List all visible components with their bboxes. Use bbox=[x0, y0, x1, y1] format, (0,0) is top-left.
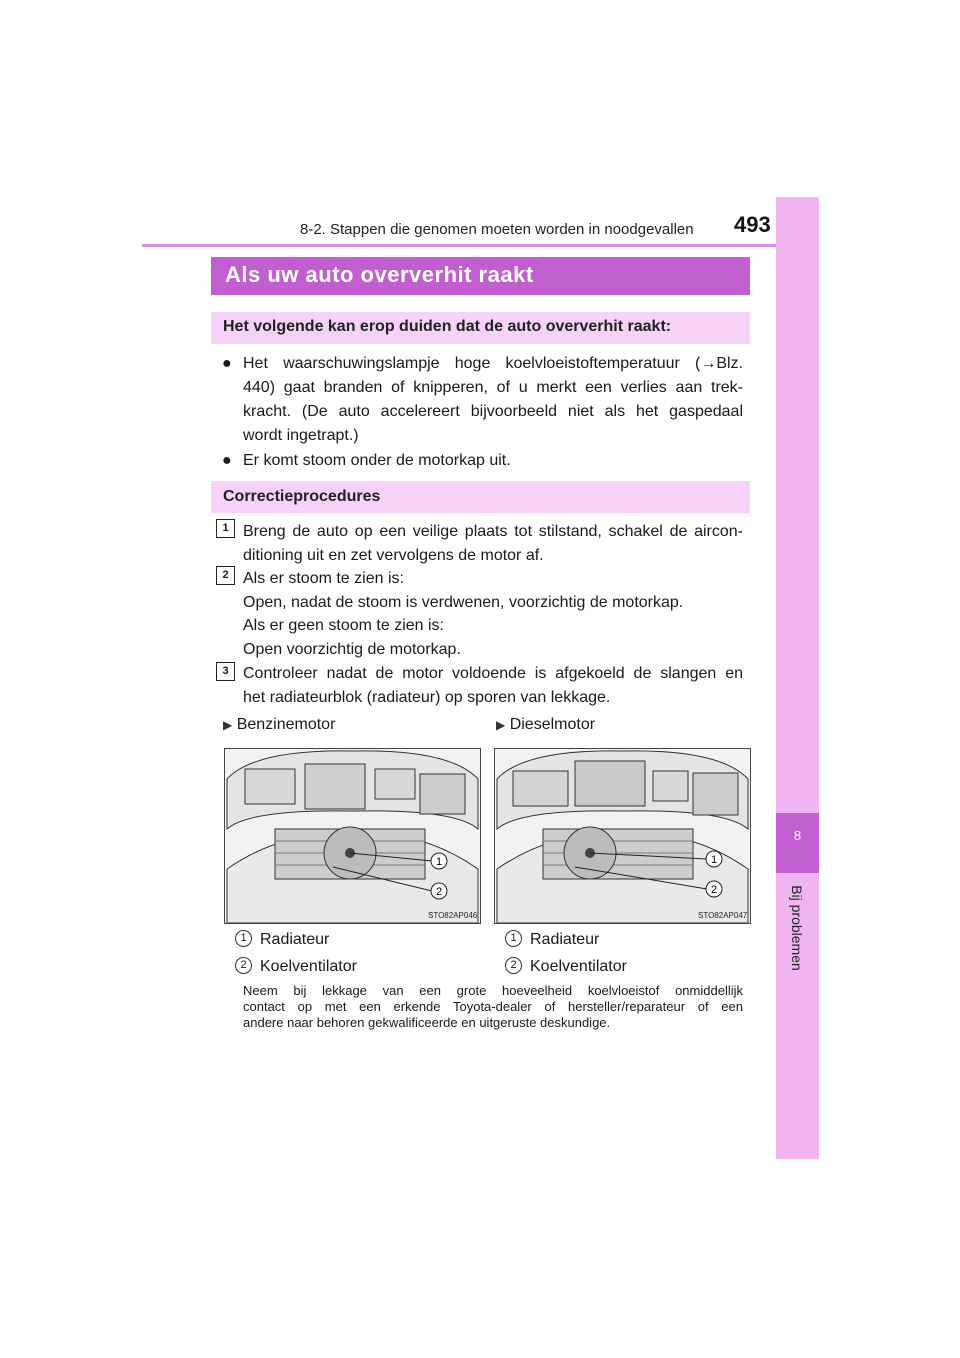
chapter-number-block bbox=[776, 813, 819, 873]
figure-label bbox=[496, 716, 595, 734]
step-number: 3 bbox=[216, 662, 235, 681]
step-line: het radiateurblok (radiateur) op sporen van lekkage. bbox=[243, 689, 611, 706]
section-header: 8-2. Stappen die genomen moeten worden in noodgevallen bbox=[300, 221, 694, 238]
note-line: andere naar behoren gekwalificeerde en uitgeruste deskundige. bbox=[243, 1015, 611, 1030]
chapter-side-tab bbox=[776, 197, 819, 1159]
svg-text:2: 2 bbox=[435, 886, 443, 898]
legend-text: Radiateur bbox=[530, 931, 600, 948]
chapter-title: Bij problemen bbox=[789, 885, 805, 971]
engine-bay-illustration bbox=[225, 749, 480, 923]
bullet-item bbox=[243, 449, 743, 473]
engine-illustration-diesel bbox=[494, 748, 751, 924]
legend-number: 2 bbox=[235, 957, 252, 974]
note-line: Neem bij lekkage van een grote hoeveelheid koelvloeistof onmiddellijk bbox=[243, 983, 743, 998]
figure-code: STO82AP046 bbox=[428, 911, 478, 920]
svg-text:1: 1 bbox=[435, 856, 443, 868]
procedures-heading: Correctieprocedures bbox=[223, 488, 381, 505]
bullet-line: kracht. (De auto accelereert bijvoorbeeld niet als het gaspedaal bbox=[243, 403, 743, 420]
step-line: ditioning uit en zet vervolgens de motor af. bbox=[243, 547, 544, 564]
step-number: 1 bbox=[216, 519, 235, 538]
step-line: Open, nadat de stoom is verdwenen, voorzichtig de motorkap. bbox=[243, 594, 684, 611]
figure-code: STO82AP047 bbox=[698, 911, 748, 920]
bullet-line: Er komt stoom onder de motorkap uit. bbox=[243, 452, 511, 469]
step-line: Controleer nadat de motor voldoende is afgekoeld de slangen en bbox=[243, 665, 743, 682]
step-text bbox=[243, 567, 743, 615]
step-text bbox=[243, 662, 743, 710]
page-title: Als uw auto oververhit raakt bbox=[225, 262, 534, 287]
figure-label-text: Dieselmotor bbox=[509, 716, 596, 733]
legend-text: Radiateur bbox=[260, 931, 330, 948]
engine-illustration-petrol bbox=[224, 748, 481, 924]
figure-label-text: Benzinemotor bbox=[236, 716, 336, 733]
bullet-dot: ● bbox=[222, 452, 232, 469]
step-line: Breng de auto op een veilige plaats tot stilstand, schakel de aircon- bbox=[243, 523, 743, 540]
svg-text:2: 2 bbox=[710, 884, 718, 896]
legend-number: 1 bbox=[505, 930, 522, 947]
legend-text: Koelventilator bbox=[260, 958, 357, 975]
bullet-line: Het waarschuwingslampje hoge koelvloeistoftemperatuur (→Blz. bbox=[243, 355, 743, 372]
legend-number: 2 bbox=[505, 957, 522, 974]
figure-label bbox=[223, 716, 335, 734]
triangle-right-icon: ▶ bbox=[223, 718, 233, 732]
step-line: Als er geen stoom te zien is: bbox=[243, 617, 444, 634]
note-text bbox=[243, 983, 743, 1031]
step-number: 2 bbox=[216, 566, 235, 585]
step-line: Als er stoom te zien is: bbox=[243, 570, 404, 587]
bullet-dot: ● bbox=[222, 355, 232, 372]
header-divider bbox=[142, 244, 819, 247]
legend-text: Koelventilator bbox=[530, 958, 627, 975]
step-line: Open voorzichtig de motorkap. bbox=[243, 641, 461, 658]
step-text bbox=[243, 520, 743, 568]
page-number: 493 bbox=[734, 212, 771, 237]
triangle-right-icon: ▶ bbox=[496, 718, 506, 732]
bullet-line: 440) gaat branden of knipperen, of u merkt een verlies aan trek- bbox=[243, 379, 743, 396]
bullet-line: wordt ingetrapt.) bbox=[243, 427, 359, 444]
legend-number: 1 bbox=[235, 930, 252, 947]
note-line: contact op met een erkende Toyota-dealer of hersteller/reparateur of een bbox=[243, 999, 743, 1014]
engine-bay-illustration bbox=[495, 749, 750, 923]
step-text-extra bbox=[243, 614, 743, 662]
svg-text:1: 1 bbox=[710, 854, 718, 866]
bullet-item bbox=[243, 352, 743, 448]
symptoms-heading: Het volgende kan erop duiden dat de auto oververhit raakt: bbox=[223, 318, 672, 335]
chapter-number: 8 bbox=[793, 828, 802, 843]
